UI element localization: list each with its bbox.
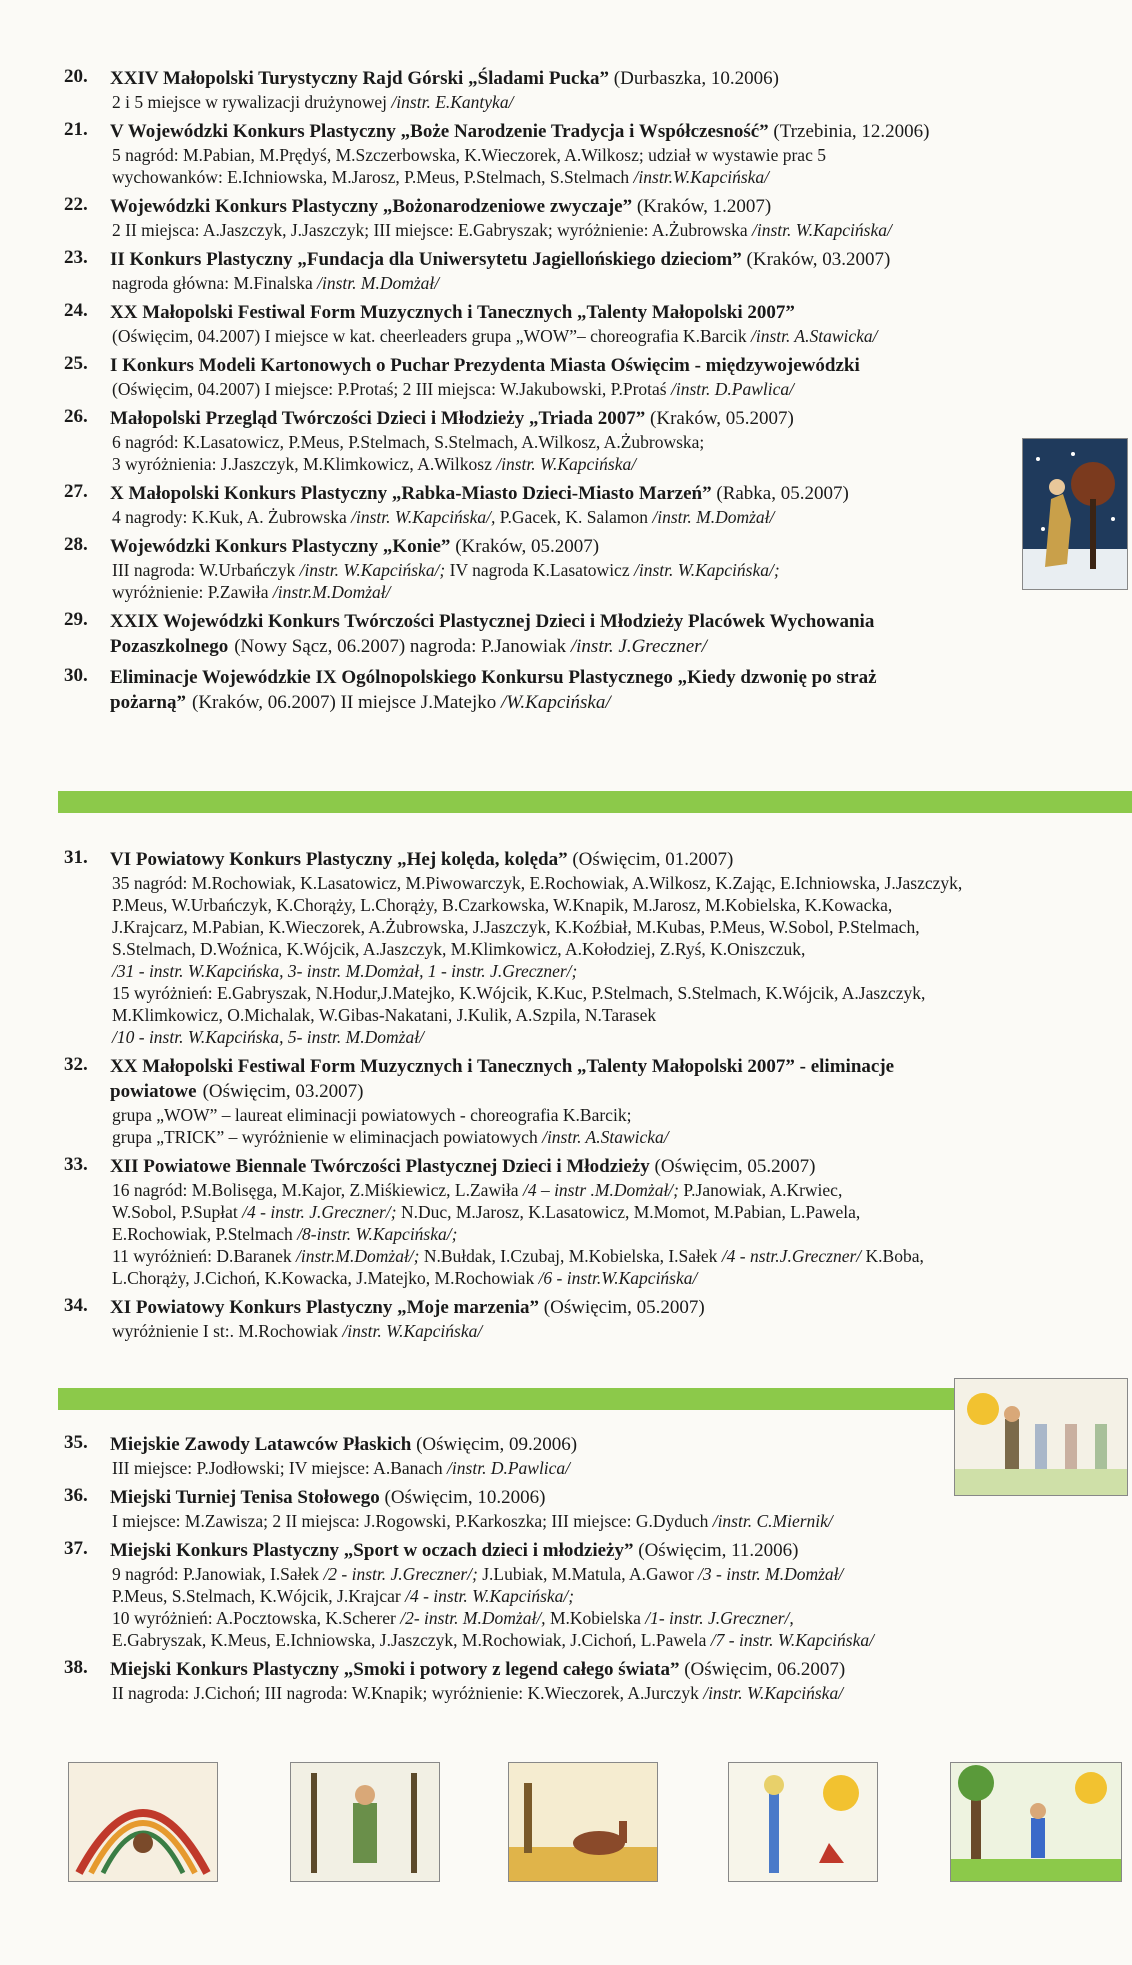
entry-number: 38. [64,1657,88,1678]
instructor-note: /instr. W.Kapcińska/, [351,507,500,527]
entry-line [112,1223,1112,1245]
gallery-painting-5 [950,1762,1122,1882]
entry-text: 16 nagród: M.Bolisęga, M.Kajor, Z.Miśkiewicz, L.Zawiła [112,1180,523,1200]
instructor-note: /7 - instr. W.Kapcińska/ [710,1630,874,1650]
section-wojewodzkie [0,66,1132,721]
instructor-note: /instr. W.Kapcińska/ [496,454,637,474]
entry-number: 30. [64,665,88,686]
instructor-note: /W.Kapcińska/ [501,692,611,713]
entry-place-date: (Kraków, 03.2007) [741,249,891,270]
entry-heading [110,609,1112,634]
entry-line [110,634,1112,659]
entry-line [112,1629,1112,1651]
entry-text: II nagroda: J.Cichoń; III nagroda: W.Knapik; wyróżnienie: K.Wieczorek, A.Jurczyk [112,1683,704,1703]
instructor-note: /31 - instr. W.Kapcińska, 3- instr. M.Domżał, 1 - instr. J.Greczner/; [112,961,578,981]
entry-number: 35. [64,1432,88,1453]
entry-place-date: (Kraków, 05.2007) [450,536,600,557]
entry-title: Miejski Konkurs Plastyczny „Sport w oczach dzieci i młodzieży” [110,1540,634,1561]
entry-text: wychowanków: E.Ichniowska, M.Jarosz, P.Meus, P.Stelmach, S.Stelmach [112,167,634,187]
entry-title: V Wojewódzki Konkurs Plastyczny „Boże Narodzenie Tradycja i Współczesność” [110,121,769,142]
entry-line [112,378,1112,400]
entry-title: XI Powiatowy Konkurs Plastyczny „Moje marzenia” [110,1297,540,1318]
instructor-note: /instr. D.Pawlica/ [670,379,794,399]
entry-text: III nagroda: W.Urbańczyk [112,560,300,580]
entry-heading [110,847,1112,872]
entry-number: 37. [64,1538,88,1559]
entry-number: 36. [64,1485,88,1506]
entry-number: 32. [64,1054,88,1075]
entry-text: K.Boba, [865,1246,924,1266]
entry-heading [110,66,1112,91]
entry-title: I Konkurs Modeli Kartonowych o Puchar Prezydenta Miasta Oświęcim - międzywojewódzki [110,355,860,376]
entry-title: Wojewódzki Konkurs Plastyczny „Konie” [110,536,451,557]
sun-painting-icon [729,1763,877,1881]
gallery-painting-2 [290,1762,440,1882]
entry-line [112,219,1112,241]
instructor-note: /instr. E.Kantyka/ [391,92,514,112]
entry-title-cont: pożarną” [110,692,186,713]
entry-line [112,894,1112,916]
entry-number: 23. [64,247,88,268]
instructor-note: /instr. D.Pawlica/ [447,1458,571,1478]
instructor-note: /instr. W.Kapcińska/ [342,1321,483,1341]
entry-text: P.Janowiak, A.Krwiec, [683,1180,843,1200]
entry-line [112,1104,1112,1126]
instructor-note: /instr.M.Domżał/; [296,1246,424,1266]
entry-place-date: (Trzebinia, 12.2006) [768,121,930,142]
entry-title: XXIX Wojewódzki Konkurs Twórczości Plastycznej Dzieci i Młodzieży Placówek Wychowania [110,611,875,632]
entry-title: XX Małopolski Festiwal Form Muzycznych i Tanecznych „Talenty Małopolski 2007” - eliminacje [110,1056,895,1077]
instructor-note: /instr. M.Domżał/ [652,507,775,527]
entry-text: (Oświęcim, 04.2007) I miejsce w kat. cheerleaders grupa „WOW”– choreografia K.Barcik [112,326,751,346]
entry-line [112,982,1112,1004]
instructor-note: /4 - instr. W.Kapcińska/; [405,1586,575,1606]
instructor-note: /instr.M.Domżał/ [272,582,391,602]
entry-line [112,453,1112,475]
figures-painting-icon [955,1379,1127,1495]
entry-item [0,1295,1132,1342]
entry-text: P.Meus, W.Urbańczyk, K.Chorąży, L.Chorąży, B.Czarkowska, W.Knapik, M.Jarosz, M.Kobielska, K.Kowacka, [112,895,893,915]
entry-line [112,581,1112,603]
entry-number: 34. [64,1295,88,1316]
entry-item [0,1154,1132,1289]
entry-line [112,872,1112,894]
entry-place-date: (Kraków, 1.2007) [632,196,772,217]
entry-title-cont: powiatowe [110,1081,197,1102]
entry-line [112,272,1112,294]
entry-title: XX Małopolski Festiwal Form Muzycznych i Tanecznych „Talenty Małopolski 2007” [110,302,795,323]
horse-painting-icon [509,1763,657,1881]
entry-text: 9 nagród: P.Janowiak, I.Sałek [112,1564,324,1584]
entry-line [112,166,1112,188]
entry-number: 20. [64,66,88,87]
entry-number: 29. [64,609,88,630]
entry-place-date: (Durbaszka, 10.2006) [609,68,779,89]
entry-title-cont: Pozaszkolnego [110,636,229,657]
entry-title: XII Powiatowe Biennale Twórczości Plastycznej Dzieci i Młodzieży [110,1156,650,1177]
entry-item [0,609,1132,659]
instructor-note: /6 - instr.W.Kapcińska/ [538,1268,698,1288]
entry-title: XXIV Małopolski Turystyczny Rajd Górski „Śladami Pucka” [110,68,610,89]
gallery-painting-3 [508,1762,658,1882]
entry-heading [110,1054,1112,1079]
entry-text: (Kraków, 06.2007) II miejsce J.Matejko [192,692,502,713]
entry-title: Miejskie Zawody Latawców Płaskich [110,1434,412,1455]
entry-text: W.Sobol, P.Supłat [112,1202,243,1222]
instructor-note: /instr.W.Kapcińska/ [633,167,770,187]
instructor-note: /4 - nstr.J.Greczner/ [721,1246,866,1266]
entry-text: 2 i 5 miejsce w rywalizacji drużynowej [112,92,392,112]
entry-line [112,506,1112,528]
entry-title: Miejski Konkurs Plastyczny „Smoki i potwory z legend całego świata” [110,1659,680,1680]
entry-text: 15 wyróżnień: E.Gabryszak, N.Hodur,J.Matejko, K.Wójcik, K.Kuc, P.Stelmach, S.Stelmach, K.Wójcik, A.Jaszczyk, [112,983,926,1003]
entry-text: 5 nagród: M.Pabian, M.Prędyś, M.Szczerbowska, K.Wieczorek, A.Wilkosz; udział w wystawie prac 5 [112,145,826,165]
instructor-note: /2 - instr. J.Greczner/; [323,1564,483,1584]
entry-text: 11 wyróżnień: D.Baranek [112,1246,297,1266]
entry-text: wyróżnienie I st:. M.Rochowiak [112,1321,343,1341]
children-painting-icon [951,1763,1121,1881]
side-painting-winter [1022,438,1128,590]
gallery-painting-4 [728,1762,878,1882]
instructor-note: /4 – instr .M.Domżał/; [522,1180,684,1200]
entry-text: wyróżnienie: P.Zawiła [112,582,273,602]
entry-heading [110,247,1112,272]
entry-item [0,247,1132,294]
entry-heading [110,1154,1112,1179]
entry-item [0,66,1132,113]
entry-item [0,665,1132,715]
entry-place-date: (Oświęcim, 09.2006) [411,1434,578,1455]
entry-title: VI Powiatowy Konkurs Plastyczny „Hej kolęda, kolęda” [110,849,568,870]
entry-line [112,938,1112,960]
entry-item [0,1538,1132,1651]
entry-title: Wojewódzki Konkurs Plastyczny „Bożonarodzeniowe zwyczaje” [110,196,633,217]
entry-text: 10 wyróżnień: A.Pocztowska, K.Scherer [112,1608,401,1628]
instructor-note: /instr. W.Kapcińska/ [703,1683,844,1703]
entry-text: grupa „TRICK” – wyróżnienie w eliminacjach powiatowych [112,1127,543,1147]
entry-place-date: (Oświęcim, 05.2007) [649,1156,816,1177]
entry-item [0,119,1132,188]
entry-heading [110,353,1112,378]
entry-text: 2 II miejsca: A.Jaszczyk, J.Jaszczyk; III miejsce: E.Gabryszak; wyróżnienie: A.Żubrowska [112,220,752,240]
entry-number: 27. [64,481,88,502]
entry-heading [110,194,1112,219]
entry-line [112,1026,1112,1048]
entry-heading [110,119,1112,144]
entry-line [112,1607,1112,1629]
entry-line [112,916,1112,938]
entry-heading [110,481,1112,506]
entry-line [110,1079,1112,1104]
entry-line [112,431,1112,453]
entry-item [0,353,1132,400]
winter-painting-icon [1023,439,1127,589]
entry-number: 28. [64,534,88,555]
entry-line [112,1245,1112,1267]
entry-place-date: (Rabka, 05.2007) [711,483,849,504]
entry-title: Miejski Turniej Tenisa Stołowego [110,1487,380,1508]
instructor-note: /8-instr. W.Kapcińska/; [297,1224,458,1244]
entry-line [112,1585,1112,1607]
entry-text: J.Lubiak, M.Matula, A.Gawor [482,1564,699,1584]
entry-heading [110,665,1112,690]
entry-text: nagroda główna: M.Finalska [112,273,318,293]
instructor-note: /instr. W.Kapcińska/; [299,560,450,580]
entry-number: 26. [64,406,88,427]
entry-text: M.Kobielska [549,1608,646,1628]
entry-item [0,194,1132,241]
entry-title: Eliminacje Wojewódzkie IX Ogólnopolskiego Konkursu Plastycznego „Kiedy dzwonię po straż [110,667,877,688]
entry-item [0,300,1132,347]
entry-text: P.Meus, S.Stelmach, K.Wójcik, J.Krajcar [112,1586,406,1606]
entry-text: L.Chorąży, J.Cichoń, K.Kowacka, J.Matejko, M.Rochowiak [112,1268,539,1288]
instructor-note: /instr. A.Stawicka/ [750,326,878,346]
entry-line [112,559,1112,581]
gallery-painting-1 [68,1762,218,1882]
entry-item [0,534,1132,603]
entry-text: P.Gacek, K. Salamon [499,507,653,527]
entry-heading [110,406,1112,431]
entry-text: 6 nagród: K.Lasatowicz, P.Meus, P.Stelmach, S.Stelmach, A.Wilkosz, A.Żubrowska; [112,432,705,452]
entry-text: E.Rochowiak, P.Stelmach [112,1224,298,1244]
instructor-note: /3 - instr. M.Domżał/ [698,1564,844,1584]
instructor-note: /instr. M.Domżał/ [317,273,440,293]
entry-line [112,1004,1112,1026]
entry-text: (Oświęcim, 03.2007) [202,1081,364,1102]
entry-place-date: (Kraków, 05.2007) [645,408,794,429]
entry-text: M.Klimkowicz, O.Michalak, W.Gibas-Nakatani, J.Kulik, A.Szpila, N.Tarasek [112,1005,657,1025]
instructor-note: /instr. W.Kapcińska/ [752,220,892,240]
entry-number: 31. [64,847,88,868]
entry-text: N.Duc, M.Jarosz, K.Lasatowicz, M.Momot, M.Pabian, L.Pawela, [400,1202,861,1222]
instructor-note: /instr. J.Greczner/ [570,636,707,657]
instructor-note: /2- instr. M.Domżał/, [400,1608,550,1628]
instructor-note: /instr. A.Stawicka/ [542,1127,669,1147]
entry-line [112,960,1112,982]
entry-text: IV nagroda K.Lasatowicz [449,560,634,580]
rainbow-painting-icon [69,1763,217,1881]
entry-place-date: (Oświęcim, 06.2007) [679,1659,846,1680]
entry-line [112,1320,1112,1342]
entry-item [0,1657,1132,1704]
entry-line [112,1510,1112,1532]
entry-line [112,1563,1112,1585]
section-divider [58,1388,954,1410]
instructor-note: /1- instr. J.Greczner/, [645,1608,794,1628]
entry-place-date: (Oświęcim, 11.2006) [633,1540,799,1561]
side-painting-figures [954,1378,1128,1496]
entry-text: 35 nagród: M.Rochowiak, K.Lasatowicz, M.Piwowarczyk, E.Rochowiak, A.Wilkosz, K.Zając, E.Ichniowska, J.Jaszczyk, [112,873,963,893]
entry-text: grupa „WOW” – laureat eliminacji powiatowych - choreografia K.Barcik; [112,1105,632,1125]
entry-title: Małopolski Przegląd Twórczości Dzieci i Młodzieży „Triada 2007” [110,408,646,429]
entry-heading [110,534,1112,559]
entry-text: (Nowy Sącz, 06.2007) nagroda: P.Janowiak [234,636,571,657]
entry-title: X Małopolski Konkurs Plastyczny „Rabka-Miasto Dzieci-Miasto Marzeń” [110,483,712,504]
entry-line [112,144,1112,166]
section-powiatowe [0,847,1132,1348]
entry-text: 4 nagrody: K.Kuk, A. Żubrowska [112,507,352,527]
entry-place-date: (Oświęcim, 01.2007) [567,849,734,870]
entry-line [112,1682,1112,1704]
entry-line [112,91,1112,113]
entry-item [0,481,1132,528]
entry-number: 21. [64,119,88,140]
entry-line [112,1179,1112,1201]
entry-text: I miejsce: M.Zawisza; 2 II miejsca: J.Rogowski, P.Karkoszka; III miejsce: G.Dyduch [112,1511,713,1531]
entry-item [0,406,1132,475]
entry-number: 22. [64,194,88,215]
entry-line [112,1267,1112,1289]
entry-heading [110,1538,1112,1563]
instructor-note: /instr. C.Miernik/ [712,1511,833,1531]
entry-line [112,1126,1112,1148]
instructor-note: /instr. W.Kapcińska/; [633,560,780,580]
entry-text: S.Stelmach, D.Woźnica, K.Wójcik, A.Jaszczyk, M.Klimkowicz, A.Kołodziej, Z.Ryś, K.Oniszczuk, [112,939,806,959]
figure-painting-icon [291,1763,439,1881]
entry-line [112,1201,1112,1223]
entry-line [110,690,1112,715]
entry-number: 24. [64,300,88,321]
entry-text: III miejsce: P.Jodłowski; IV miejsce: A.Banach [112,1458,448,1478]
entry-text: 3 wyróżnienia: J.Jaszczyk, M.Klimkowicz, A.Wilkosz [112,454,497,474]
entry-number: 33. [64,1154,88,1175]
instructor-note: /4 - instr. J.Greczner/; [242,1202,401,1222]
section-divider [58,791,1132,813]
entry-text: (Oświęcim, 04.2007) I miejsce: P.Protaś; 2 III miejsca: W.Jakubowski, P.Protaś [112,379,671,399]
entry-heading [110,1295,1112,1320]
entry-text: J.Krajcarz, M.Pabian, K.Wieczorek, A.Żubrowska, J.Jaszczyk, K.Koźbiał, M.Kubas, P.Meus, W.Sobol, P.Stelmach, [112,917,920,937]
entry-title: II Konkurs Plastyczny „Fundacja dla Uniwersytetu Jagiellońskiego dzieciom” [110,249,742,270]
instructor-note: /10 - instr. W.Kapcińska, 5- instr. M.Domżał/ [112,1027,424,1047]
entry-line [112,325,1112,347]
entry-item [0,1054,1132,1148]
entry-place-date: (Oświęcim, 10.2006) [379,1487,546,1508]
entry-item [0,847,1132,1048]
entry-heading [110,300,1112,325]
entry-text: E.Gabryszak, K.Meus, E.Ichniowska, J.Jaszczyk, M.Rochowiak, J.Cichoń, L.Pawela [112,1630,711,1650]
entry-place-date: (Oświęcim, 05.2007) [539,1297,705,1318]
entry-number: 25. [64,353,88,374]
entry-heading [110,1657,1112,1682]
entry-text: N.Bułdak, I.Czubaj, M.Kobielska, I.Sałek [423,1246,722,1266]
